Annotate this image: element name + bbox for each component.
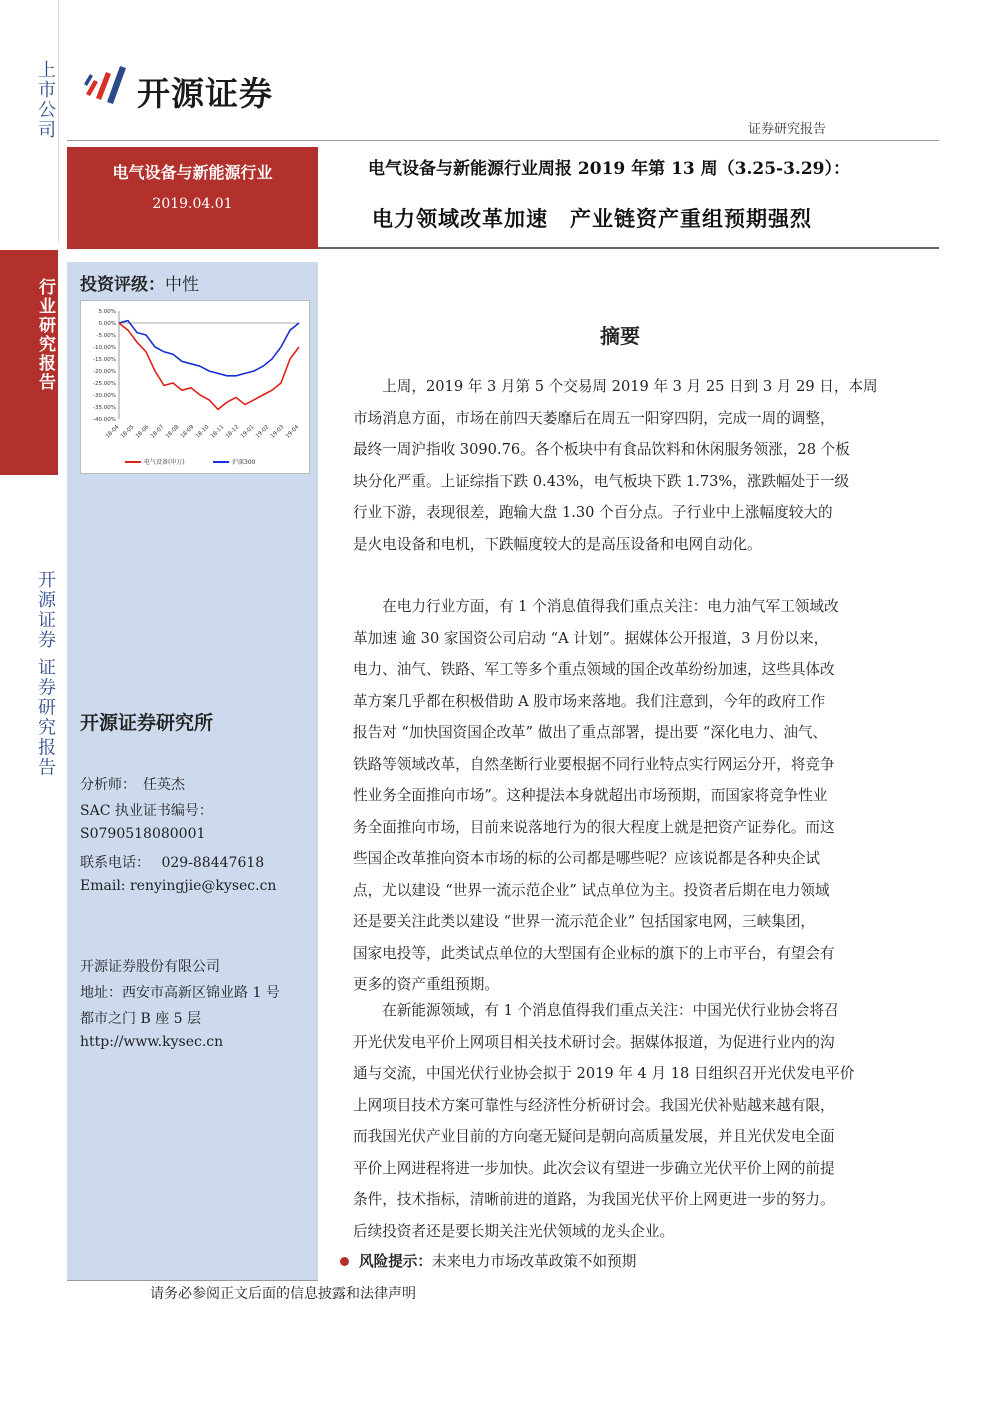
sidebar-bottom-line — [67, 1280, 318, 1281]
y-tick-label: -30.00% — [93, 393, 116, 399]
report-type: 证券研究报告 — [748, 122, 827, 137]
x-tick-label: 18-06 — [134, 424, 151, 440]
abstract-line: 通与交流，中国光伏行业协会拟于 2019 年 4 月 18 日组织召开光伏发电平价 — [353, 1065, 855, 1082]
abstract-heading: 摘要 — [600, 324, 640, 348]
logo-text: 开源证券 — [137, 74, 273, 113]
y-tick-label: -20.00% — [93, 369, 116, 375]
x-tick-label: 18-04 — [104, 424, 121, 440]
abstract-line: 上网项目技术方案可靠性与经济性分析研讨会。我国光伏补贴越来越有限， — [353, 1096, 835, 1114]
abstract-line: 在电力行业方面，有 1 个消息值得我们重点关注：电力油气军工领域改 — [353, 598, 839, 615]
disclaimer: 请务必参阅正文后面的信息披露和法律声明 — [150, 1286, 416, 1302]
abstract-paragraph-3 — [353, 995, 920, 1247]
abstract-line: 点，尤以建设 “世界一流示范企业” 试点单位为主。投资者后期在电力领域 — [353, 881, 830, 899]
abstract-line: 国家电投等，此类试点单位的大型国有企业标的旗下的上市平台，有望会有 — [353, 944, 835, 962]
abstract-line: 是火电设备和电机，下跌幅度较大的是高压设备和电网自动化。 — [353, 535, 762, 553]
website-link[interactable]: http://www.kysec.cn — [80, 1034, 224, 1050]
sac-number: S0790518080001 — [80, 826, 206, 842]
strip-bottom — [0, 480, 58, 1403]
strip-mid-label: 行业研究报告 — [35, 278, 55, 392]
company-name: 开源证券股份有限公司 — [80, 959, 220, 975]
y-tick-label: -35.00% — [93, 405, 116, 411]
abstract-line: 开光伏发电平价上网项目相关技术研讨会。据媒体报道，为促进行业内的沟 — [353, 1033, 835, 1051]
report-date: 2019.04.01 — [152, 196, 233, 212]
x-tick-label: 18-12 — [224, 424, 241, 440]
abstract-line: 革加速 逾 30 家国资公司启动 “A 计划”。据媒体公开报道，3 月份以来， — [353, 629, 829, 647]
report-subtitle: 电力领域改革加速 产业链资产重组预期强烈 — [372, 206, 812, 231]
email[interactable]: Email: renyingjie@kysec.cn — [80, 878, 277, 894]
y-tick-label: -25.00% — [93, 381, 116, 387]
abstract-line: 更多的资产重组预期。 — [353, 976, 499, 993]
abstract-line: 性业务全面推向市场”。这种提法本身就超出市场预期，而国家将竞争性业 — [353, 787, 828, 804]
y-tick-label: -5.00% — [96, 333, 116, 339]
x-tick-label: 19-04 — [284, 424, 301, 440]
y-tick-label: -15.00% — [93, 357, 116, 363]
abstract-paragraph-2 — [353, 591, 920, 1001]
investment-rating — [80, 270, 199, 295]
strip-bottom-label: 开源证券 证券研究报告 — [35, 570, 56, 778]
x-tick-label: 18-07 — [149, 424, 166, 440]
abstract-line: 报告对 “加快国资国企改革” 做出了重点部署，提出要 “深化电力、油气、 — [353, 724, 828, 741]
abstract-line: 革方案几乎都在积极借助 A 股市场来落地。我们注意到，今年的政府工作 — [353, 692, 826, 710]
y-tick-label: -10.00% — [93, 345, 116, 351]
abstract-line: 还是要关注此类以建设 “世界一流示范企业” 包括国家电网，三峡集团， — [353, 913, 816, 930]
report-title: 电气设备与新能源行业周报 2019 年第 13 周（3.25-3.29）： — [368, 159, 851, 179]
strip-top — [0, 0, 59, 243]
phone: 联系电话： 029-88447618 — [80, 855, 265, 871]
abstract-line: 在新能源领域，有 1 个消息值得我们重点关注：中国光伏行业协会将召 — [353, 1002, 839, 1019]
x-tick-label: 18-10 — [194, 424, 211, 440]
abstract-line: 市场消息方面，市场在前四天萎靡后在周五一阳穿四阴，完成一周的调整， — [353, 409, 835, 427]
logo-icon — [80, 60, 132, 112]
abstract-line: 些国企改革推向资本市场的标的公司都是哪些呢？应该说都是各种央企试 — [353, 850, 821, 867]
risk-label: 风险提示： — [359, 1253, 432, 1270]
performance-chart — [80, 300, 310, 474]
performance-chart-svg — [81, 301, 309, 473]
address-line1: 地址：西安市高新区锦业路 1 号 — [80, 985, 280, 1001]
address-line2: 都市之门 B 座 5 层 — [80, 1011, 201, 1027]
industry-name: 电气设备与新能源行业 — [112, 163, 273, 182]
x-tick-label: 18-09 — [179, 424, 196, 440]
abstract-line: 而我国光伏产业目前的方向毫无疑问是朝向高质量发展，并且光伏发电全面 — [353, 1128, 835, 1145]
abstract-line: 最终一周沪指收 3090.76。各个板块中有食品饮料和休闲服务领涨，28 个板 — [353, 441, 850, 458]
title-divider — [318, 247, 939, 249]
legend-label: 电气设备(申万) — [144, 459, 185, 466]
analyst: 分析师： 任英杰 — [80, 777, 185, 793]
abstract-line: 电力、油气、铁路、军工等多个重点领域的国企改革纷纷加速，这些具体改 — [353, 661, 835, 678]
x-tick-label: 18-08 — [164, 424, 181, 440]
abstract-line: 后续投资者还是要长期关注光伏领域的龙头企业。 — [353, 1222, 675, 1240]
institute-name: 开源证券研究所 — [80, 712, 214, 734]
abstract-line: 铁路等领域改革，自然垄断行业要根据不同行业特点实行网运分开，将竞争 — [353, 755, 835, 773]
abstract-line: 务全面推向市场，目前来说落地行为的很大程度上就是把资产证券化。而这 — [353, 818, 835, 836]
rating-label: 投资评级： — [80, 275, 165, 295]
bullet-icon — [340, 1257, 349, 1266]
x-tick-label: 19-03 — [269, 424, 286, 440]
risk-text: 未来电力市场改革政策不如预期 — [431, 1253, 637, 1270]
y-tick-label: -40.00% — [93, 417, 116, 423]
y-tick-label: 0.00% — [98, 321, 116, 327]
x-tick-label: 19-01 — [239, 424, 256, 440]
rating-value: 中性 — [165, 275, 199, 295]
x-tick-label: 18-11 — [209, 424, 226, 440]
series-line — [119, 321, 299, 376]
abstract-line: 平价上网进程将进一步加快。此次会议有望进一步确立光伏平价上网的前提 — [353, 1159, 835, 1177]
sac-label: SAC 执业证书编号： — [80, 803, 213, 819]
x-tick-label: 19-02 — [254, 424, 271, 440]
abstract-paragraph-1 — [353, 371, 920, 560]
legend-label: 沪深300 — [232, 459, 256, 466]
abstract-line: 行业下游，表现很差，跑输大盘 1.30 个百分点。子行业中上涨幅度较大的 — [353, 504, 833, 521]
x-tick-label: 18-05 — [119, 424, 136, 440]
risk-note — [340, 1250, 636, 1271]
abstract-line: 上周，2019 年 3 月第 5 个交易周 2019 年 3 月 25 日到 3 月 29 日，本周 — [353, 378, 878, 395]
strip-top-label: 上市公司 — [35, 60, 56, 140]
abstract-line: 条件，技术指标，清晰前进的道路，为我国光伏平价上网更进一步的努力。 — [353, 1191, 835, 1208]
header-divider — [67, 140, 939, 141]
strip-mid — [0, 250, 58, 475]
abstract-line: 块分化严重。上证综指下跌 0.43%，电气板块下跌 1.73%，涨跌幅处于一级 — [353, 472, 850, 490]
y-tick-label: 5.00% — [98, 309, 116, 315]
